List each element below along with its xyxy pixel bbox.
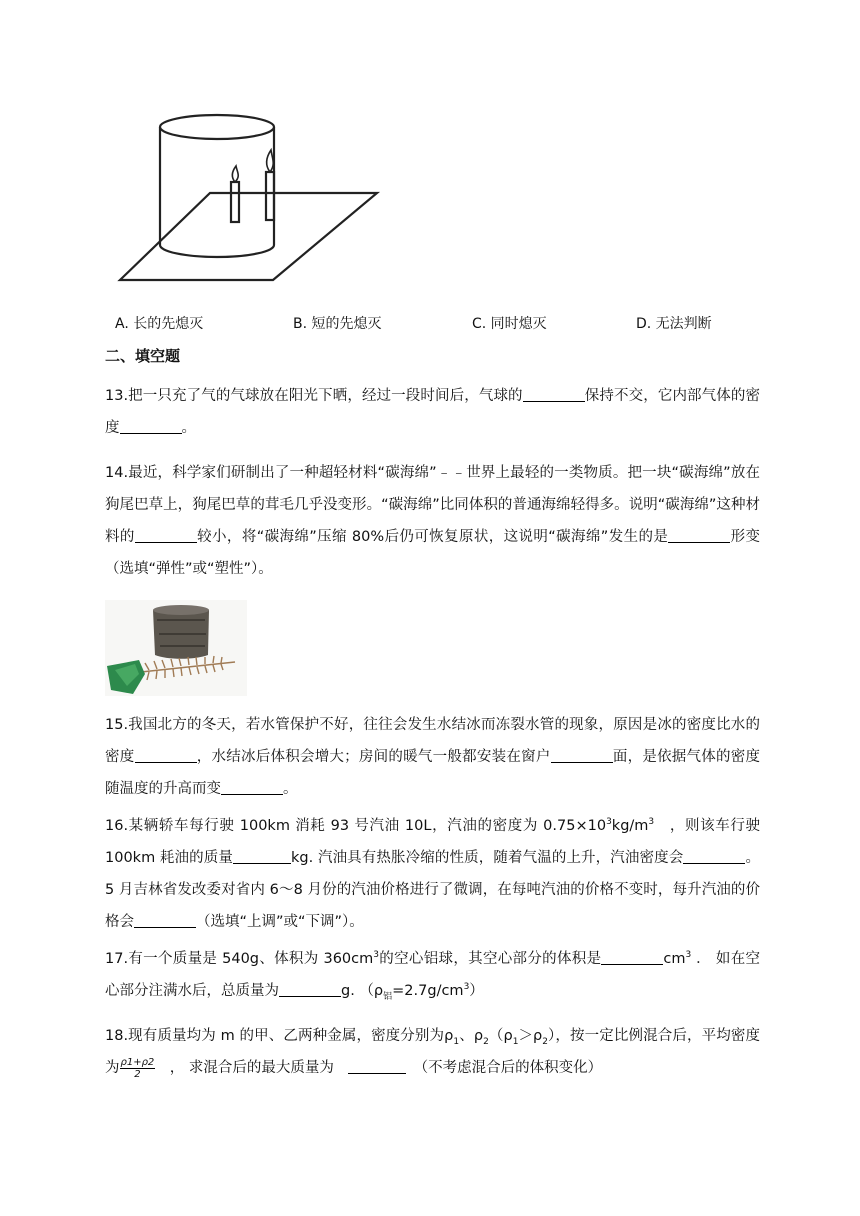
answer-blank[interactable] [134, 911, 196, 928]
answer-blank[interactable] [135, 746, 197, 763]
option-a: A. 长的先熄灭 [115, 316, 204, 332]
question-14: 14.最近，科学家们研制出了一种超轻材料“碳海绵”﹣﹣世界上最轻的一类物质。把一块“碳海绵”放在狗尾巴草上，狗尾巴草的茸毛几乎没变形。“碳海绵”比同体积的普通海绵轻得多。说明“碳海绵”这种材料的 较小，将“碳海绵”压缩 80%后仍可恢复原状，这说明“碳海绵”发生的是 形变 （选填“弹性”或“塑性”）。 [105, 465, 761, 577]
answer-blank[interactable] [348, 1057, 406, 1074]
option-c: C. 同时熄灭 [472, 316, 547, 332]
question-17: 17.有一个质量是 540g、体积为 $360cm^3$的空心铝球，其空心部分的体积是 $cm^3$ ． 如在空心部分注满水后，总质量为 g. $(\rho_铝=2.7g/cm^3)$ [105, 943, 760, 1007]
answer-blank[interactable] [601, 948, 663, 965]
question-18: 18.现有质量均为 m 的甲、乙两种金属，密度分别为$\rho_1$、$\rho_2(\rho_1>\rho_2)$，按一定比例混合后，平均密度为 $\frac{\rho 1+\rho 2}{2}$ ， 求混合后的最大质量为 （不考虑混合后的体积变化） [105, 1028, 760, 1080]
candles-in-jar-illustration [115, 110, 385, 285]
answer-blank[interactable] [221, 778, 283, 795]
answer-blank[interactable] [523, 385, 585, 402]
carbon-sponge-photo [105, 600, 247, 696]
answer-blank[interactable] [668, 526, 730, 543]
option-b: B. 短的先熄灭 [293, 316, 382, 332]
answer-blank[interactable] [233, 847, 291, 864]
answer-blank[interactable] [683, 847, 745, 864]
answer-blank[interactable] [135, 526, 197, 543]
question-15: 15.我国北方的冬天，若水管保护不好，往往会发生水结冰而冻裂水管的现象，原因是冰的密度比水的密度 ，水结冰后体积会增大；房间的暖气一般都安装在窗户 面，是依据气体的密度随温度的升高而变 。 [105, 717, 761, 797]
answer-blank[interactable] [551, 746, 613, 763]
fraction: $\frac{\rho 1+\rho 2}{2}$ [120, 1056, 155, 1080]
answer-blank[interactable] [120, 417, 182, 434]
option-d: D. 无法判断 [636, 316, 712, 332]
answer-blank[interactable] [279, 980, 341, 997]
section-title: 二、填空题 [105, 347, 181, 365]
question-16: 16.某辆轿车每行驶 100km 消耗 93 号汽油 10L，汽油的密度为 $0.75\times 10^3kg/m^3$ ，则该车行驶 100km 耗油的质量 kg. 汽油具有热胀冷缩的性质，随着气温的上升，汽油密度会 。5 月吉林省发改委对省内 6～8 月份的汽油价格进行了微调，在每吨汽油的价格不变时，每升汽油的价格会 （选填“上调”或“下调”）。 [105, 817, 761, 930]
question-13: 13.把一只充了气的气球放在阳光下晒，经过一段时间后，气球的 保持不交，它内部气体的密度 。 [105, 380, 760, 444]
